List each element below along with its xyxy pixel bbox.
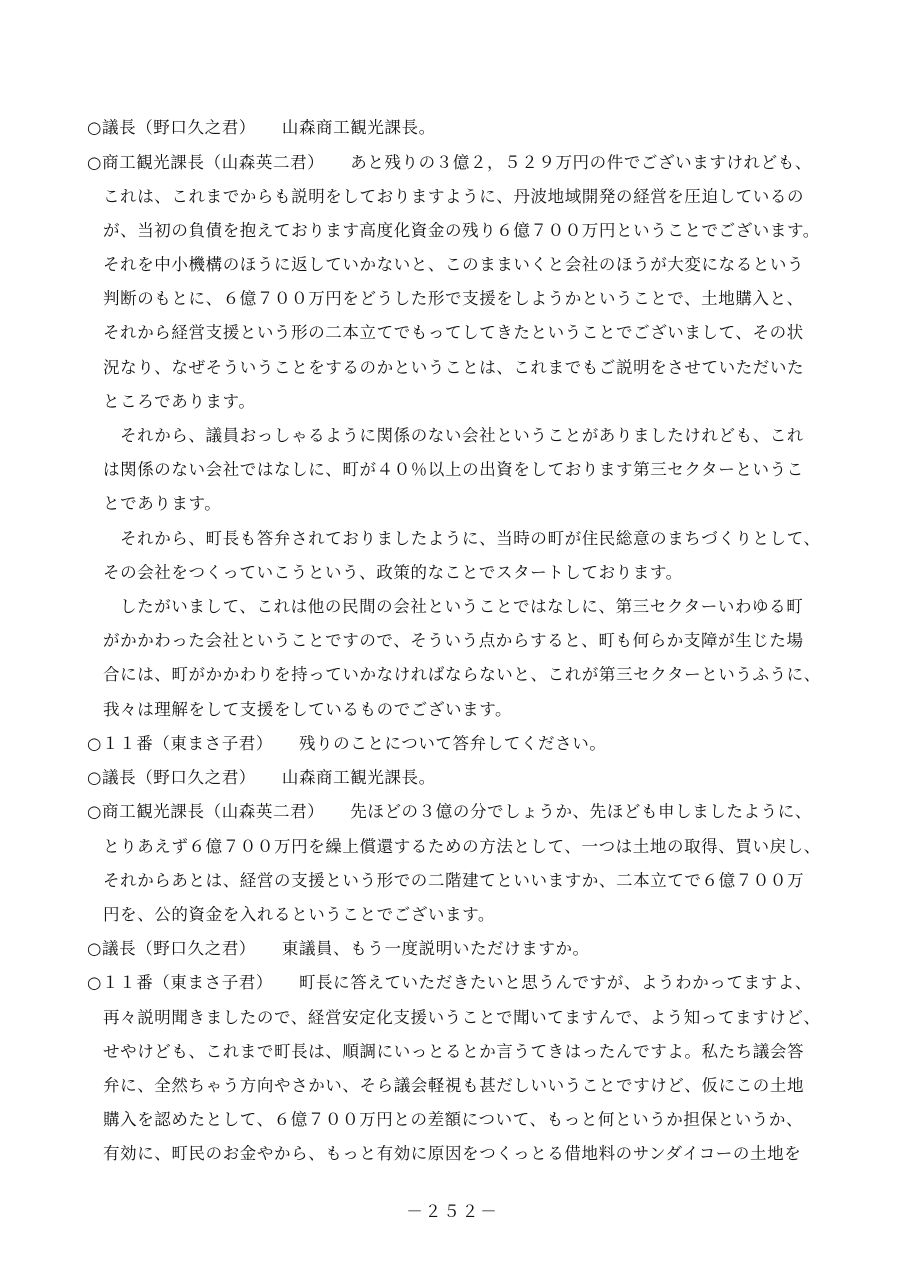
text-line: がかかわった会社ということですので、そういう点からすると、町も何らか支障が生じた場 (103, 631, 804, 650)
text-line: その会社をつくっていこうという、政策的なことでスタートしております。 (103, 563, 683, 582)
text-line: 我々は理解をして支援をしているものでございます。 (103, 700, 513, 719)
page-number: －２５２－ (406, 1202, 499, 1221)
text-line: 弁に、全然ちゃう方向やさかい、そら議会軽視も甚だしいいうことですけど、仮にこの土地 (103, 1076, 805, 1095)
text-line: ○商工観光課長（山森英二君） あと残りの３億２，５２９万円の件でございますけれども、 (87, 153, 812, 172)
text-line: それからあとは、経営の支援という形での二階建てといいますか、二本立てで６億７００万 (103, 871, 805, 890)
text-line: ○１１番（東まさ子君） 残りのことについて答弁してください。 (87, 734, 607, 753)
text-line: それから経営支援という形の二本立てでもってしてきたということでございまして、その状 (103, 323, 804, 342)
text-line: とであります。 (103, 494, 222, 513)
text-line: が、当初の負債を抱えております高度化資金の残り６億７００万円ということでございます。 (103, 221, 820, 240)
text-line: ○商工観光課長（山森英二君） 先ほどの３億の分でしょうか、先ほども申しましたように、 (87, 802, 812, 821)
text-line: 合には、町がかかわりを持っていかなければならないと、これが第三セクターというふうに、 (103, 665, 821, 684)
text-line: ○議長（野口久之君） 山森商工観光課長。 (87, 768, 436, 787)
text-line: ○１１番（東まさ子君） 町長に答えていただきたいと思うんですが、ようわかってますよ、 (87, 973, 812, 992)
text-line: 購入を認めたとして、６億７００万円との差額について、もっと何というか担保というか、 (103, 1110, 804, 1129)
text-line: 況なり、なぜそういうことをするのかということは、これまでもご説明をさせていただいた (103, 358, 805, 377)
text-line: とりあえず６億７００万円を繰上償還するための方法として、一つは土地の取得、買い戻し、 (103, 837, 821, 856)
text-line: ○議長（野口久之君） 東議員、もう一度説明いただけますか。 (87, 939, 590, 958)
text-line: 再々説明聞きましたので、経営安定化支援いうことで聞いてますんで、よう知ってますけど、 (103, 1008, 821, 1027)
text-line: それを中小機構のほうに返していかないと、このままいくと会社のほうが大変になるという (103, 255, 805, 274)
text-line: 判断のもとに、６億７００万円をどうした形で支援をしようかということで、土地購入と、 (103, 289, 804, 308)
text-line: 円を、公的資金を入れるということでございます。 (103, 905, 495, 924)
text-line: せやけども、これまで町長は、順調にいっとるとか言うてきはったんですよ。私たち議会答 (103, 1042, 805, 1061)
text-line: したがいまして、これは他の民間の会社ということではなしに、第三セクターいわゆる町 (120, 597, 804, 616)
text-line: は関係のない会社ではなしに、町が４０％以上の出資をしております第三セクターというこ (103, 460, 804, 479)
text-line: それから、町長も答弁されておりましたように、当時の町が住民総意のまちづくりとして、 (120, 529, 821, 548)
text-line: ○議長（野口久之君） 山森商工観光課長。 (87, 118, 436, 137)
text-line: ところであります。 (103, 392, 256, 411)
text-line: これは、これまでからも説明をしておりますように、丹波地域開発の経営を圧迫しているの (103, 187, 805, 206)
text-line: 有効に、町民のお金やから、もっと有効に原因をつくっとる借地料のサンダイコーの土地を (103, 1144, 802, 1163)
text-line: それから、議員おっしゃるように関係のない会社ということがありましたけれども、これ (120, 426, 804, 445)
